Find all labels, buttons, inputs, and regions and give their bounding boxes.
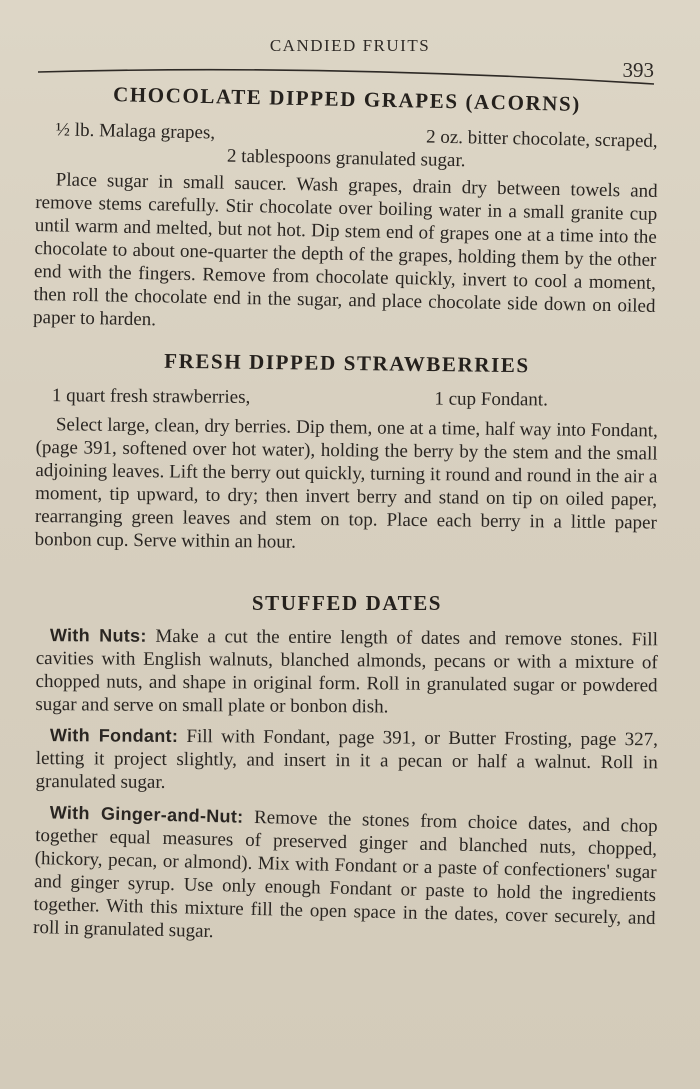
- recipe-chocolate-dipped-grapes: [32, 82, 658, 331]
- recipe-stuffed-dates: [32, 591, 658, 943]
- ingredient: 1 cup Fondant.: [434, 388, 548, 411]
- page-content: [32, 82, 658, 943]
- variation-label: With Nuts:: [49, 625, 147, 646]
- running-head: CANDIED FRUITS: [269, 36, 431, 55]
- ingredient: ½ lb. Malaga grapes,: [55, 119, 216, 144]
- variation-with-fondant: [36, 724, 658, 797]
- recipe-fresh-dipped-strawberries: [34, 348, 658, 553]
- ingredients: [35, 118, 658, 176]
- recipe-title: CHOCOLATE DIPPED GRAPES (ACORNS): [112, 82, 582, 116]
- ingredient: 1 quart fresh strawberries,: [51, 385, 251, 408]
- variation-text: Make a cut the entire length of dates and remove stones. Fill cavities with English walnuts, blanched almonds, pecans or with a mixture of chopped nuts, and shape in original form. Roll in granulated sugar or powdered sugar and serve on small plate or bonbon dish.: [35, 625, 658, 718]
- ingredient: 2 tablespoons granulated sugar.: [226, 145, 466, 172]
- recipe-method: Place sugar in small saucer. Wash grapes, drain dry between towels and remove stems carefully. Stir chocolate over boiling water in a small granite cup until warm and melted, but not hot. Dip stem end of grapes one at a time into the chocolate to about one-quarter the depth of the grapes, holding them by the other end with the fingers. Remove from chocolate quickly, invert to cool a moment, then roll the chocolate end in the sugar, and place chocolate side down on oiled paper to harden.: [32, 169, 658, 331]
- variation-label: With Ginger-and-Nut:: [49, 802, 244, 827]
- ingredients: [36, 384, 658, 412]
- variation-label: With Fondant:: [49, 725, 179, 746]
- page-number: 393: [622, 58, 654, 82]
- variation-text: Fill with Fondant, page 391, or Butter Frosting, page 327, letting it project slightly, and insert in it a pecan or half a walnut. Roll in granulated sugar.: [35, 726, 658, 793]
- recipe-method: Select large, clean, dry berries. Dip them, one at a time, half way into Fondant, (page 391, softened over hot water), holding the berry by the stem and the small adjoining leaves. Lift the berry out quickly, turning it round and round in the air a moment, tip upward, to dry; then invert berry and stand on tip on oiled paper, rearranging green leaves and stem on top. Place each berry in a little paper bonbon cup. Serve within an hour.: [34, 414, 658, 553]
- variation-text: Remove the stones from choice dates, and chop together equal measures of preserved ginger and blanched nuts, chopped, (hickory, pecan, or almond). Mix with Fondant or a paste of confectioners' sugar and ginger syrup. Use only enough Fondant or paste to hold the ingredients together. With this mixture fill the open space in the dates, cover securely, and roll in granulated sugar.: [32, 806, 658, 943]
- variation-with-nuts: [35, 624, 658, 720]
- recipe-title: STUFFED DATES: [251, 591, 443, 615]
- ingredient: 2 oz. bitter chocolate, scraped,: [425, 126, 658, 152]
- variation-with-ginger-and-nut: [33, 801, 658, 953]
- recipe-title: FRESH DIPPED STRAWBERRIES: [164, 348, 530, 378]
